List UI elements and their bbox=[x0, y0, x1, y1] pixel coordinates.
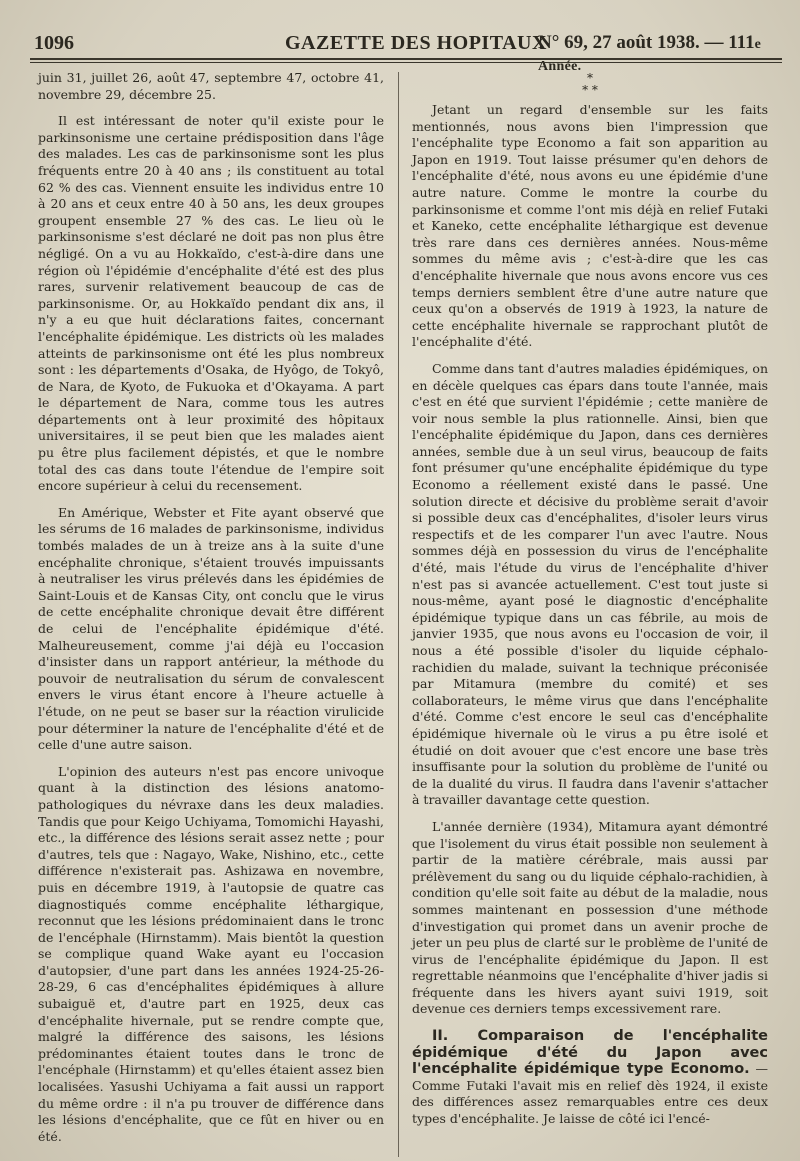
right-paragraph-1: Jetant un regard d'ensemble sur les faits mentionnés, nous avons bien l'impression que l'encéphalite type Economo a fait son apparition au Japon en 1919. Tout laisse présumer qu'en dehors de l'encéphalite d'été, nous avons eu une épidémie d'une autre nature. Comme le montre la courbe du parkinsonisme et comme l'ont mis déjà en relief Futaki et Kaneko, cette encéphalite léthargique est devenue très rare dans ces dernières années. Nous-même sommes du même avis ; c'est-à-dire que les cas d'encéphalite hivernale que nous avons encore vus ces temps derniers semblent être d'une autre nature que ceux qu'on a observés de 1919 à 1923, la nature de cette encéphalite hivernale se rapprochant plutôt de l'encéphalite d'été. bbox=[412, 102, 768, 350]
left-paragraph-1: juin 31, juillet 26, août 47, septembre 47, octobre 41, novembre 29, décembre 25. bbox=[38, 70, 384, 102]
left-column bbox=[38, 70, 384, 1145]
left-paragraph-2: Il est intéressant de noter qu'il existe pour le parkinsonisme une certaine prédisposition dans l'âge des malades. Les cas de parkinsonisme sont les plus fréquents entre 20 à 40 ans ; ils constituent au total 62 % des cas. Viennent ensuite les individus entre 10 à 20 ans et ceux entre 40 à 50 ans, les deux groupes groupent ensemble 27 % des cas. Le lieu où le parkinsonisme s'est déclaré ne doit pas non plus être négligé. On a vu au Hokkaïdo, c'est-à-dire dans une région où l'épidémie d'encéphalite d'été est des plus rares, survenir relativement beaucoup de cas de parkinsonisme. Or, au Hokkaïdo pendant dix ans, il n'y a eu que huit déclarations faites, concernant l'encéphalite épidémique. Les districts où les malades atteints de parkinsonisme ont été les plus nombreux sont : les départements d'Osaka, de Hyôgo, de Tokyô, de Nara, de Kyoto, de Fukuoka et d'Okayama. A part le département de Nara, comme tous les autres départements ont à leur proximité des hôpitaux universitaires, il se peut bien que les malades aient pu être plus facilement dépistés, et que le nombre total des cas dans toute l'étendue de l'empire soit encore supérieur à celui du recensement. bbox=[38, 113, 384, 494]
section-heading: II. Comparaison de l'encéphalite épidémique d'été du Japon avec l'encéphalite épidémique type Economo. bbox=[412, 1028, 768, 1078]
right-section-paragraph bbox=[412, 1028, 768, 1128]
journal-title: GAZETTE DES HOPITAUX bbox=[285, 32, 547, 54]
issue-main: N° 69, 27 août 1938. — 111 bbox=[538, 32, 755, 53]
right-column bbox=[412, 70, 768, 1128]
right-paragraph-2: Comme dans tant d'autres maladies épidémiques, on en décèle quelques cas épars dans toute l'année, mais c'est en été que survient l'épidémie ; cette manière de voir nous semble la plus rationnelle. Ainsi, bien que l'encéphalite épidémique du Japon, dans ces dernières années, semble due à un seul virus, beaucoup de faits font présumer qu'une encéphalite épidémique du type Economo a réellement existé dans le passé. Une solution directe et décisive du problème serait d'avoir si possible deux cas d'encéphalites, d'isoler leurs virus respectifs et de les comparer l'un avec l'autre. Nous sommes déjà en possession du virus de l'encéphalite d'été, mais l'étude du virus de l'encéphalite d'hiver n'est pas si avancée actuellement. C'est tout juste si nous-même, ayant posé le diagnostic d'encéphalite épidémique typique dans un cas fébrile, au mois de janvier 1935, que nous avons eu l'occasion de voir, il nous a été possible d'isoler du liquide céphalo-rachidien du malade, suivant la technique préconisée par Mitamura (membre du comité) et ses collaborateurs, le même virus que dans l'encéphalite d'été. Comme c'est encore le seul cas d'encéphalite épidémique hivernale où le virus a pu être isolé et étudié on doit avouer que c'est encore une base très insuffisante pour la solution du problème de l'unité ou de la dualité du virus. Il faudra dans l'avenir s'attacher à travailler davantage cette question. bbox=[412, 360, 768, 808]
section-stars: * * * bbox=[582, 71, 598, 97]
page-header bbox=[0, 0, 800, 74]
left-paragraph-4: L'opinion des auteurs n'est pas encore univoque quant à la distinction des lésions anatomo-pathologiques du névraxe dans les deux maladies. Tandis que pour Keigo Uchiyama, Tomomichi Hayashi, etc., la différence des lésions serait assez nette ; pour d'autres, tels que : Nagayo, Wake, Nishino, etc., cette différence n'existerait pas. Ashizawa en novembre, puis en décembre 1919, à l'autopsie de quatre cas diagnostiqués comme encéphalite léthargique, reconnut que les lésions prédominaient dans le tronc de l'encéphale (Hirnstamm). Mais bientôt la question se complique quand Wake ayant eu l'occasion d'autopsier, d'une part dans les années 1924-25-26-28-29, 6 cas d'encéphalites épidémiques à allure subaiguë et, d'autre part en 1925, deux cas d'encéphalite hivernale, put se rendre compte que, malgré la différence des saisons, les lésions prédominantes étaient toutes dans le tronc de l'encéphale (Hirnstamm) et qu'elles étaient assez bien localisées. Yasushi Uchiyama a fait aussi un rapport du même ordre : il n'a pu trouver de différence dans les lésions d'encéphalite, que ce fût en hiver ou en été. bbox=[38, 763, 384, 1144]
left-paragraph-3: En Amérique, Webster et Fite ayant observé que les sérums de 16 malades de parkinsonisme, individus tombés malades de un à treize ans à la suite d'une encéphalite chronique, s'étaient trouvés impuissants à neutraliser les virus prélevés dans les épidémies de Saint-Louis et de Kansas City, ont conclu que le virus de cette encéphalite chronique devait être différent de celui de l'encéphalite épidémique d'été. Malheureusement, comme j'ai déjà eu l'occasion d'insister dans un rapport antérieur, la méthode du pouvoir de neutralisation du sérum de convalescent envers le virus étant encore à l'heure actuelle à l'étude, on ne peut se baser sur la réaction virulicide pour déterminer la nature de l'encéphalite d'été et de celle d'une autre saison. bbox=[38, 504, 384, 753]
column-divider bbox=[398, 72, 399, 1157]
page-number: 1096 bbox=[34, 32, 74, 54]
right-paragraph-3: L'année dernière (1934), Mitamura ayant démontré que l'isolement du virus était possible non seulement à partir de la matière cérébrale, mais aussi par prélèvement du sang ou du liquide céphalo-rachidien, à condition qu'elle soit faite au début de la maladie, nous sommes maintenant en possession d'une méthode d'investigation qui promet dans un avenir proche de jeter un peu plus de clarté sur le problème de l'unité de virus de l'encéphalite épidémique du Japon. Il est regrettable néanmoins que l'encéphalite d'hiver jadis si fréquente dans les hivers ayant suivi 1919, soit devenue ces derniers temps excessivement rare. bbox=[412, 818, 768, 1017]
section-text: — Comme Futaki l'avait mis en relief dès 1924, il existe des différences assez remarquables entre ces deux types d'encéphalite. Je laisse de côté ici l'encé- bbox=[412, 1061, 768, 1127]
header-rule-thin bbox=[30, 62, 782, 63]
issue-suffix: e Année. bbox=[538, 37, 762, 74]
header-rule bbox=[30, 58, 782, 60]
